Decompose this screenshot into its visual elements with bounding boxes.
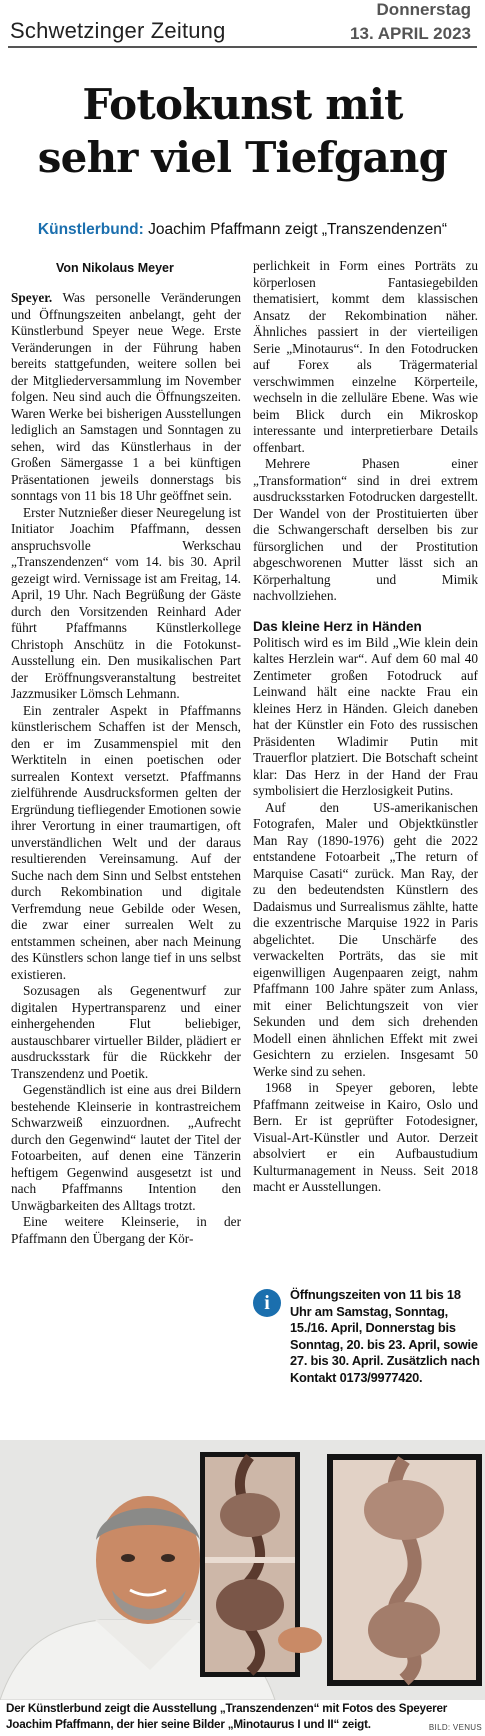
masthead-rule [8,46,477,48]
photo-illustration [0,1440,485,1700]
info-icon: i [253,1289,281,1317]
subheadline [0,221,485,239]
subheadline-text: Joachim Pfaffmann zeigt „Transzendenzen“ [143,221,448,238]
newspaper-name: Schwetzinger Zeitung [10,18,226,43]
article-paragraph: Politisch wird es im Bild „Wie klein dein kaltes Herzlein war“. Auf dem 60 mal 40 Zentimeter großen Fotodruck auf Leinwand hält eine nackte Frau ein kleines Herz in Händen. Gleich daneben hat der Künstler ein Foto des russischen Präsidenten Wladimir Putin mit Trauerflor platziert. Die Botschaft scheint klar: Das Herz in der Hand der Frau symbolisiert die Herzlosigkeit Putins. [253,634,478,798]
byline: Von Nikolaus Meyer [56,261,174,275]
opening-hours-text: Öffnungszeiten von 11 bis 18 Uhr am Samstag, Sonntag, 15./16. April, Donnerstag bis Sonntag, 20. bis 23. April, sowie 27. bis 30. April. Zusätzlich nach Kontakt 0173/9977420. [290,1287,480,1385]
photo-credit: BILD: VENUS [428,1723,482,1732]
article-subheading: Das kleine Herz in Händen [253,618,422,634]
artist-hand [278,1627,322,1653]
article-column-1 [11,290,241,1247]
issue-weekday: Donnerstag [376,0,471,19]
article-paragraph: Sozusagen als Gegenentwurf zur digitalen Hypertransparenz und einer einhergehenden Flut beliebiger, austauschbarer virtueller Bilder, plädiert er ausdrucksstark für die Rückkehr der Transzendenz und Poetik. [11,983,241,1081]
article-column-2 [253,258,478,1196]
dateline: Speyer. [11,290,53,305]
article-photo [0,1440,485,1700]
article-paragraph: Eine weitere Kleinserie, in der Pfaffmann den Übergang der Kör- [11,1214,241,1246]
headline [0,78,485,184]
headline-line-2: sehr viel Tiefgang [37,133,448,182]
article-paragraph: Ein zentraler Aspekt in Pfaffmanns künstlerischem Schaffen ist der Mensch, den er im Zusammenspiel mit den Werktiteln in einen poetischen oder surrealen Kontext versetzt. Pfaffmanns zielführende Ausdrucksformen gelten der Ergründung tiefliegender Emotionen sowie ihrer Verortung in einer traumartigen, oft unverständlichen Welt und der daraus resultierenden Vereinsamung. Auf der Suche nach dem Sinn und Selbst entstehen durch Rekombination und digitale Verfremdung neue Gebilde oder Wesen, die zwar einer surrealen Welt zu entstammen scheinen, aber nach Meinung des Künstlers schon lange tief in uns selbst existieren. [11,702,241,982]
headline-line-1: Fotokunst mit [82,80,403,129]
article-paragraph: 1968 in Speyer geboren, lebte Pfaffmann zeitweise in Kairo, Oslo und Bern. Er ist geprüfter Fotodesigner, Visual-Art-Künstler und Autor. Derzeit absolviert er ein Aufbaustudium Kulturmanagement in Neuss. Seit 2018 macht er Ausstellungen. [253,1080,478,1194]
issue-date: 13. APRIL 2023 [350,24,471,43]
photo-caption: Der Künstlerbund zeigt die Ausstellung „Transzendenzen“ mit Fotos des Speyerer Joachim Pfaffmann, der hier seine Bilder „Minotaurus I und II“ zeigt. [6,1702,448,1731]
article-paragraph: Mehrere Phasen einer „Transformation“ sind in drei extrem ausdrucksstarken Fotodrucken dargestellt. Der Wandel von der Prostituierten über die Schwangerschaft derselben bis zur fürsorglichen und der Prostitution abgeschworenen Mutter lässt sich an Körperhaltung und Mimik nachvollziehen. [253,456,478,603]
artwork-minotaurus-2 [327,1454,482,1686]
article-paragraph: perlichkeit in Form eines Porträts zu körperlosen Fantasiegebilden thematisiert, kommt dem klassischen Ansatz der Rekombination näher. Ähnliches passiert in der vierteiligen Serie „Minotaurus“. In den Fotodrucken auf Forex als Trägermaterial verschwimmen einzelne Körperteile, wechseln in die zelluläre Ebene. Was wie beim Blick durch ein Mikroskop interessante und interpretierbare Details offenbart. [253,258,478,455]
article-paragraph: Speyer. Was personelle Veränderungen und Öffnungszeiten anbelangt, geht der Künstlerbund Speyer neue Wege. Erste Veränderungen in der Führung haben bereits stattgefunden, weitere sollen bei der Mitgliederversammlung im November folgen. Neu sind auch die Öffnungszeiten. Waren Werke bei bisherigen Ausstellungen lediglich an Samstagen und Sonntagen zu sehen, wird das Künstlerhaus in der Großen Sämergasse 1 a bei künftigen Präsentationen jeweils donnerstags bis sonntags von 11 bis 18 Uhr geöffnet sein. [11,290,241,503]
subheadline-kicker: Künstlerbund: [37,221,144,238]
article-paragraph: Gegenständlich ist eine aus drei Bildern bestehende Kleinserie in kontrastreichem Schwarzweiß einzuordnen. „Aufrecht durch den Gegenwind“ lautet der Titel der Fotoarbeiten, auf denen eine Tänzerin heftigem Gegenwind ausgesetzt ist und nach Pfaffmanns Intention den Unwägbarkeiten des Alltags trotzt. [11,1082,241,1213]
masthead [0,0,485,52]
article-paragraph: Erster Nutznießer dieser Neuregelung ist Initiator Joachim Pfaffmann, dessen anspruchsvolle Werkschau „Transzendenzen“ vom 14. bis 30. April gezeigt wird. Vernissage ist am Freitag, 14. April, 19 Uhr. Nach Begrüßung der Gäste durch den Vorsitzenden Reinhard Ader führt Pfaffmanns Künstlerkollege Christoph Anschütz in die Fotokunst-Ausstellung ein. Den musikalischen Part der Eröffnungsveranstaltung bestreitet Jazzmusiker Lömsch Lehmann. [11,504,241,701]
article-paragraph: Auf den US-amerikanischen Fotografen, Maler und Objektkünstler Man Ray (1890-1976) geht die 2022 entstandene Fotoarbeit „The return of Marquise Casati“ zurück. Man Ray, der zu den bedeutendsten Künstlern des Dadaismus und Surrealismus zählte, hatte die exzentrische Marquise 1922 in Paris abgelichtet. Die Unschärfe des verwackelten Porträts, das sie mit eigenwilligen Augenpaaren zeigt, nahm Pfaffmann 100 Jahre später zum Anlass, mit einer Belichtungszeit von vier Sekunden und dem sich drehenden Modell einen ähnlichen Effekt mit zwei Gesichtern zu erzielen. Insgesamt 50 Werke sind zu sehen. [253,799,478,1079]
